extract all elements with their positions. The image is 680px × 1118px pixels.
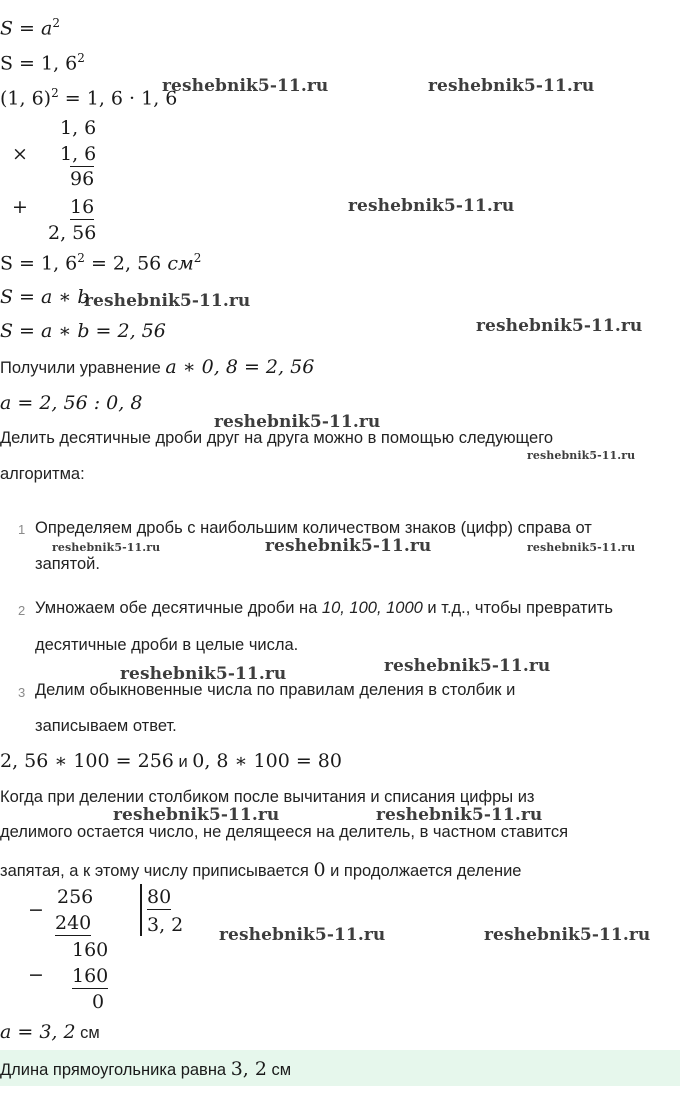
- step-text: Умножаем обе десятичные дроби на 10, 100, 1000 и т.д., чтобы превратить: [35, 599, 613, 617]
- division-minus: −: [28, 964, 44, 986]
- watermark: reshebnik5-11.ru: [214, 412, 381, 432]
- division-bracket: [140, 884, 142, 936]
- watermark: reshebnik5-11.ru: [120, 664, 287, 684]
- watermark: reshebnik5-11.ru: [484, 925, 651, 945]
- division-quotient: 3, 2: [147, 914, 184, 936]
- formula-rect-area: S = a ∗ b: [0, 286, 90, 308]
- formula-area-result: S = 1, $6^2 = 2$, 56 $см^2$: [0, 251, 202, 275]
- step-number: 1: [18, 522, 26, 537]
- formula-a: a = 2, 56 : 0, 8: [0, 392, 143, 414]
- watermark: reshebnik5-11.ru: [476, 316, 643, 336]
- mult-bottom: 1, 6: [60, 143, 97, 165]
- rule-text: делимого остается число, не делящееся на делитель, в частном ставится: [0, 823, 569, 841]
- watermark: reshebnik5-11.ru: [384, 656, 551, 676]
- division-final-remainder: 0: [92, 991, 105, 1013]
- watermark: reshebnik5-11.ru: [376, 805, 543, 825]
- division-dividend: 256: [57, 886, 94, 908]
- watermark: reshebnik5-11.ru: [527, 541, 636, 554]
- step-text: десятичные дроби в целые числа.: [35, 636, 299, 654]
- answer-text: Длина прямоугольника равна 3, 2 см: [0, 1058, 292, 1080]
- watermark: reshebnik5-11.ru: [428, 76, 595, 96]
- step-text: Делим обыкновенные числа по правилам деления в столбик и: [35, 681, 516, 699]
- mult-sign: ×: [12, 143, 28, 165]
- watermark: reshebnik5-11.ru: [113, 805, 280, 825]
- formula-area-value: S = 1, $6^2$: [0, 51, 85, 75]
- step-number: 2: [18, 603, 26, 618]
- result-line: a = 3, 2 см: [0, 1021, 100, 1043]
- division-divisor: 80: [147, 886, 172, 908]
- watermark: reshebnik5-11.ru: [162, 76, 329, 96]
- mult-top: 1, 6: [60, 117, 97, 139]
- watermark: reshebnik5-11.ru: [219, 925, 386, 945]
- step-number: 3: [18, 685, 26, 700]
- mult-partial2: 16: [70, 196, 95, 218]
- step-text: записываем ответ.: [35, 717, 177, 735]
- multiply-by-100-line: 2, 56 ∗ 100 = 256 и 0, 8 ∗ 100 = 80: [0, 750, 342, 772]
- mult-partial: 96: [70, 168, 95, 190]
- algorithm-intro: Делить десятичные дроби друг на друга можно в помощью следующего: [0, 429, 554, 447]
- watermark: reshebnik5-11.ru: [527, 449, 636, 462]
- division-minus: −: [28, 899, 44, 921]
- watermark: reshebnik5-11.ru: [84, 291, 251, 311]
- algorithm-intro-cont: алгоритма:: [0, 465, 85, 483]
- division-subtrahend: 160: [72, 965, 109, 987]
- plus-sign: +: [12, 196, 28, 218]
- watermark: reshebnik5-11.ru: [348, 196, 515, 216]
- formula-square-expansion: (1, 6)$^2$ = 1, 6 · 1, 6: [0, 86, 178, 110]
- mult-result: 2, 56: [48, 222, 97, 244]
- rule-text: запятая, а к этому числу приписывается 0 и продолжается деление: [0, 859, 522, 881]
- equation-line: Получили уравнение a ∗ 0, 8 = 2, 56: [0, 356, 315, 378]
- division-subtrahend: 240: [55, 912, 92, 934]
- watermark: reshebnik5-11.ru: [52, 541, 161, 554]
- division-remainder: 160: [72, 939, 109, 961]
- step-text: запятой.: [35, 555, 100, 573]
- watermark: reshebnik5-11.ru: [265, 536, 432, 556]
- formula-rect-area-value: S = a ∗ b = 2, 56: [0, 320, 166, 342]
- formula-area: $S = a^2$: [0, 16, 60, 40]
- rule-text: Когда при делении столбиком после вычитания и списания цифры из: [0, 788, 535, 806]
- step-text: Определяем дробь с наибольшим количеством знаков (цифр) справа от: [35, 519, 592, 537]
